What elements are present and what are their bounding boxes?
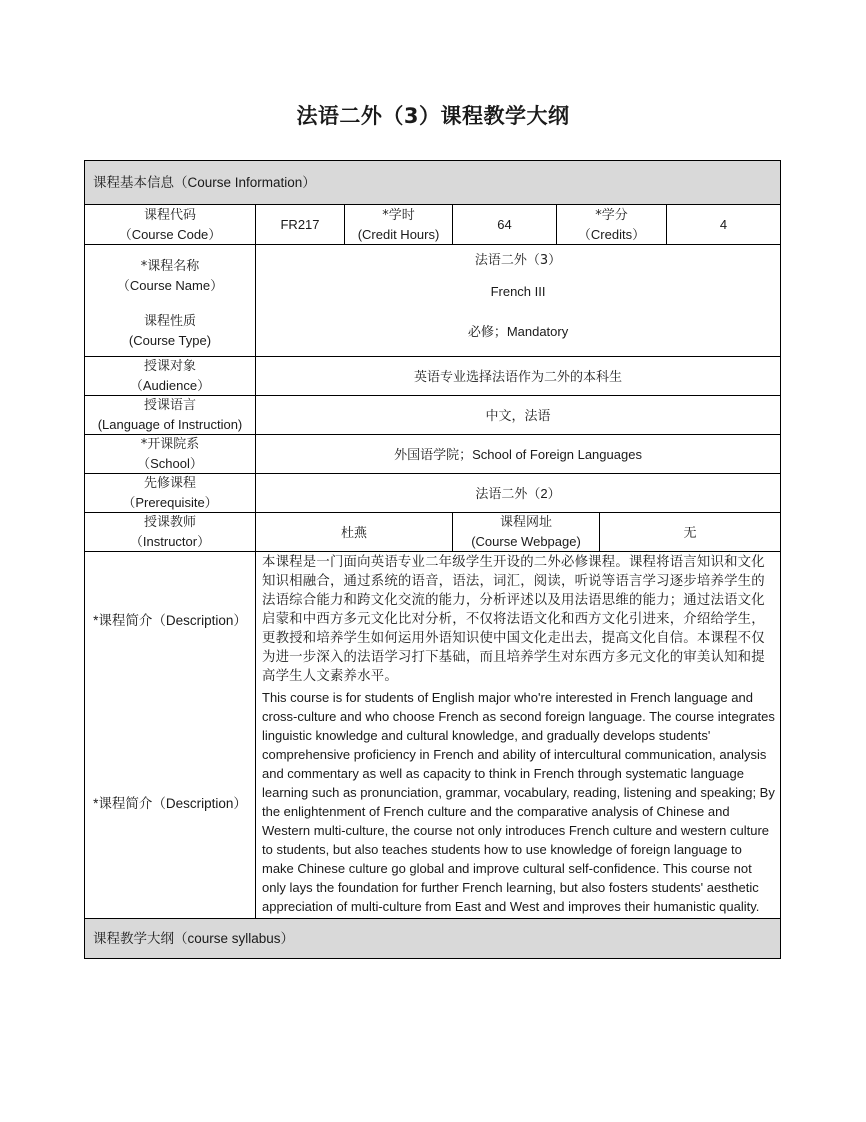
instructor-value: 杜燕: [256, 513, 453, 552]
language-value: 中文，法语: [256, 396, 781, 435]
school-value: 外国语学院；School of Foreign Languages: [256, 435, 781, 474]
credits-value: 4: [667, 205, 781, 245]
audience-value: 英语专业选择法语作为二外的本科生: [256, 357, 781, 396]
credits-label: *学分 （Credits）: [557, 205, 667, 245]
prerequisite-label: 先修课程 （Prerequisite）: [85, 474, 256, 513]
description-cn-text: 本课程是一门面向英语专业二年级学生开设的二外必修课程。课程将语言知识和文化知识相融合，通过系统的语音，语法，词汇，阅读，听说等语言学习逐步培养学生的法语综合能力和跨文化交流的能力，分析评述以及用法语思维的能力；通过法语文化启蒙和中西方多元文化比对分析，不仅将法语文化和西方文化引进来，介绍给学生，更教授和培养学生如何运用外语知识使中国文化走出去，提高文化自信。本课程不仅为进一步深入的法语学习打下基础，而且培养学生对东西方多元文化的审美认知和提高学生人文素养水平。: [256, 552, 781, 689]
credit-hours-label: *学时 (Credit Hours): [345, 205, 453, 245]
audience-label: 授课对象 （Audience）: [85, 357, 256, 396]
course-name-label: *课程名称 （Course Name）: [85, 245, 256, 307]
row-course-type: [85, 307, 781, 357]
row-audience: [85, 357, 781, 396]
row-description-en: [85, 688, 781, 919]
row-instructor-webpage: [85, 513, 781, 552]
course-code-value: FR217: [256, 205, 345, 245]
row-code-hours-credits: [85, 205, 781, 245]
section-title-syllabus: 课程教学大纲（course syllabus）: [85, 919, 781, 959]
description-en-text: This course is for students of English major who're interested in French language and cross-culture and who choose French as second foreign language. The course integrates linguistic knowledge and cultural knowledge, and gradually develops students' comprehensive proficiency in French and ability of intercultural communication, analysis and commentary as well as capacity to think in French through systematic language learning such as pronunciation, grammar, vocabulary, reading, listening and speaking; By the enlightenment of French culture and the comparative analysis of Chinese and Western multi-culture, the course not only introduces French culture and western culture to students, but also teaches students how to use knowledge of foreign language to make Chinese culture go global and improve cultural self-confidence. This course not only lays the foundation for further French learning, but also fosters students' aesthetic appreciation of multi-culture from East and West and improves their humanistic quality.: [256, 688, 781, 919]
prerequisite-value: 法语二外（2）: [256, 474, 781, 513]
row-school: [85, 435, 781, 474]
description-en-label: *课程简介（Description）: [85, 688, 256, 919]
course-info-table: [84, 160, 781, 959]
row-course-name: [85, 245, 781, 307]
row-prerequisite: [85, 474, 781, 513]
credit-hours-value: 64: [453, 205, 557, 245]
description-cn-label: *课程简介（Description）: [85, 552, 256, 689]
row-description-cn: [85, 552, 781, 689]
course-type-label: 课程性质 (Course Type): [85, 307, 256, 357]
course-type-value: 必修；Mandatory: [256, 307, 781, 357]
section-header-course-info: [85, 161, 781, 205]
school-label: *开课院系 （School）: [85, 435, 256, 474]
webpage-value: 无: [600, 513, 781, 552]
instructor-label: 授课教师 （Instructor）: [85, 513, 256, 552]
language-label: 授课语言 (Language of Instruction): [85, 396, 256, 435]
course-code-label: 课程代码 （Course Code）: [85, 205, 256, 245]
course-name-value: 法语二外（3） French III: [256, 245, 781, 307]
section-title-course-info: 课程基本信息（Course Information）: [85, 161, 781, 205]
webpage-label: 课程网址 (Course Webpage): [453, 513, 600, 552]
row-language: [85, 396, 781, 435]
page-title: 法语二外（3）课程教学大纲: [296, 104, 570, 128]
section-header-syllabus: [85, 919, 781, 959]
